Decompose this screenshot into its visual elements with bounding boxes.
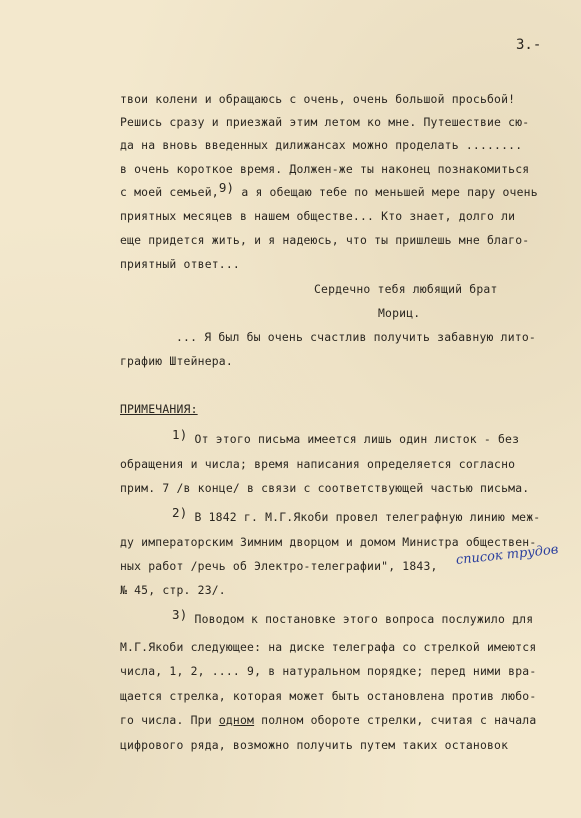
letter-line-5-pre: с моей семьей, xyxy=(120,185,219,199)
letter-line-3: да на вновь введенных дилижансах можно проделать ........ xyxy=(120,138,523,152)
note-3-line-5-post: полном обороте стрелки, считая с начала xyxy=(254,713,537,727)
underlined-word: одном xyxy=(218,713,255,727)
letter-line-6: приятных месяцев в нашем обществе... Кто знает, долго ли xyxy=(120,209,516,223)
letter-line-5-post: а я обещаю тебе по меньшей мере пару очень xyxy=(234,185,538,199)
note-1-line-1 xyxy=(172,427,520,446)
note-3-line-5 xyxy=(120,713,536,727)
letter-line-5 xyxy=(120,180,538,199)
notes-heading: ПРИМЕЧАНИЯ: xyxy=(120,402,198,416)
note-3-line-6: цифрового ряда, возможно получить путем таких остановок xyxy=(120,738,509,752)
note-3-text: Поводом к постановке этого вопроса послужило для xyxy=(187,612,534,626)
note-3-line-3: числа, 1, 2, .... 9, в натуральном порядке; перед ними вра- xyxy=(120,664,537,678)
note-2-text: В 1842 г. М.Г.Якоби провел телеграфную линию меж- xyxy=(187,510,541,524)
note-3-number: 3) xyxy=(172,607,188,622)
letter-line-4: в очень короткое время. Должен-же ты наконец познакомиться xyxy=(120,162,530,176)
note-2-line-1 xyxy=(172,505,541,524)
letter-line-7: еще придется жить, и я надеюсь, что ты пришлешь мне благо- xyxy=(120,233,530,247)
page-number: 3.- xyxy=(516,37,542,53)
note-2-line-3: ных работ /речь об Электро-телеграфии", 1843, xyxy=(120,559,438,573)
note-2-line-4: № 45, стр. 23/. xyxy=(120,583,226,597)
handwritten-annotation: список трудов xyxy=(455,542,560,568)
note-2-line-2: ду императорским Зимним дворцом и домом Министра обществен- xyxy=(120,535,537,549)
note-3-line-4: щается стрелка, которая может быть остановлена против любо- xyxy=(120,689,537,703)
note-1-line-2: обращения и числа; время написания определяется согласно xyxy=(120,457,516,471)
note-3-line-5-pre: го числа. При xyxy=(120,713,219,727)
letter-line-1: твои колени и обращаюсь с очень, очень большой просьбой! xyxy=(120,92,516,106)
postscript-line-1: ... Я был бы очень счастлив получить забавную лито- xyxy=(176,330,536,344)
note-3-line-1 xyxy=(172,607,534,626)
footnote-ref-9: 9) xyxy=(218,180,235,195)
note-1-number: 1) xyxy=(172,427,188,442)
note-1-line-3: прим. 7 /в конце/ в связи с соответствующей частью письма. xyxy=(120,481,530,495)
letter-line-8: приятный ответ... xyxy=(120,257,240,271)
note-3-line-2: М.Г.Якоби следующее: на диске телеграфа со стрелкой имеются xyxy=(120,640,537,654)
note-2-number: 2) xyxy=(172,505,188,520)
signature: Мориц. xyxy=(378,306,421,320)
closing-line: Сердечно тебя любящий брат xyxy=(314,282,498,296)
postscript-line-2: графию Штейнера. xyxy=(120,354,233,368)
note-1-text: От этого письма имеется лишь один листок - без xyxy=(187,432,520,446)
letter-line-2: Решись сразу и приезжай этим летом ко мне. Путешествие сю- xyxy=(120,115,530,129)
